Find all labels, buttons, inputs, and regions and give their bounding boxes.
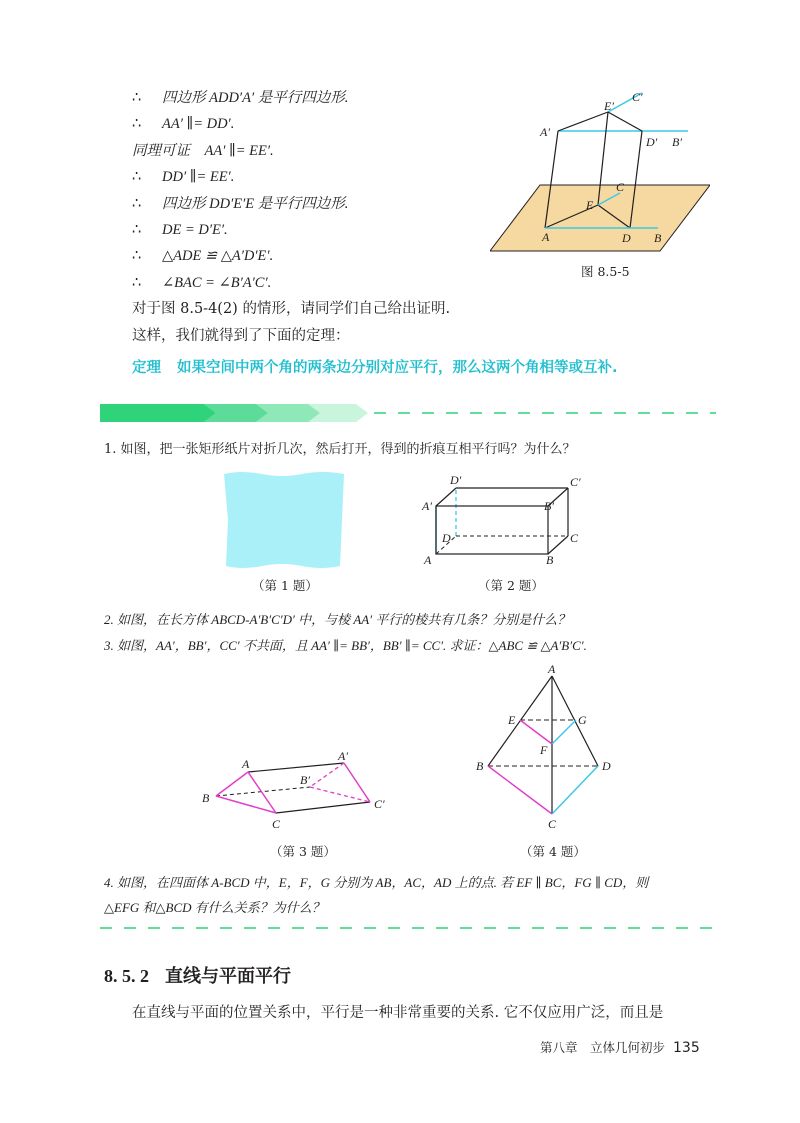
label-C-prime: C′ — [632, 90, 643, 104]
label-D-prime: D′ — [646, 135, 658, 149]
theorem-text: 如果空间中两个角的两条边分别对应平行，那么这两个角相等或互补. — [177, 360, 618, 376]
caption-q4: （第 4 题） — [520, 844, 586, 859]
proof-line-6: ∴ DE = D′E′. — [132, 222, 228, 238]
prism-label-A: A — [242, 757, 250, 771]
exercise-3: 3. 如图，AA′，BB′，CC′ 不共面，且 AA′ ∥= BB′，BB′ ∥= CC′. 求证：△ABC ≌ △A′B′C′. — [104, 638, 587, 653]
exercise-2: 2. 如图，在长方体 ABCD-A′B′C′D′ 中，与棱 AA′ 平行的棱共有几条？分别是什么？ — [104, 612, 571, 627]
exercise-end-divider — [96, 925, 716, 931]
box-label-D: D — [442, 531, 451, 545]
prism-label-A-prime: A′ — [338, 750, 348, 763]
box-label-C: C — [570, 531, 579, 545]
theorem — [132, 356, 618, 377]
folded-paper-figure — [222, 470, 346, 570]
theorem-label: 定理 — [132, 360, 161, 376]
section-number: 8. 5. 2 — [104, 966, 149, 986]
page-footer — [540, 1038, 700, 1056]
caption-q3: （第 3 题） — [270, 844, 336, 859]
proof-line-8: ∴ ∠BAC = ∠B′A′C′. — [132, 275, 272, 291]
exercise-1: 1. 如图，把一张矩形纸片对折几次，然后打开，得到的折痕互相平行吗？为什么？ — [104, 442, 576, 457]
exercise-banner — [96, 402, 716, 424]
cuboid-figure — [420, 470, 590, 570]
proof-line-5: ∴ 四边形 DD′E′E 是平行四边形. — [132, 196, 349, 212]
proof-line-7: ∴ △ADE ≌ △A′D′E′. — [132, 248, 274, 264]
label-C: C — [616, 180, 625, 194]
label-E-prime: E′ — [604, 99, 614, 113]
proof-note-1: 对于图 8.5-4(2) 的情形，请同学们自己给出证明. — [132, 301, 451, 317]
prism-figure — [200, 750, 400, 840]
box-label-D-prime: D′ — [450, 473, 462, 487]
tetra-label-F: F — [540, 743, 548, 757]
prism-label-C: C — [272, 817, 281, 831]
caption-q1: （第 1 题） — [252, 578, 318, 593]
caption-q2: （第 2 题） — [478, 578, 544, 593]
box-label-B: B — [546, 553, 554, 567]
proof-line-2: ∴ AA′ ∥= DD′. — [132, 116, 235, 132]
tetra-label-C: C — [548, 817, 557, 831]
label-A-prime: A′ — [540, 125, 550, 139]
box-label-C-prime: C′ — [570, 475, 581, 489]
box-label-A: A — [424, 553, 432, 567]
proof-note-2: 这样，我们就得到了下面的定理： — [132, 328, 350, 344]
label-D: D — [622, 231, 631, 245]
exercise-4-line-1: 4. 如图，在四面体 A-BCD 中，E，F，G 分别为 AB，AC，AD 上的点. 若 EF ∥ BC，FG ∥ CD，则 — [104, 875, 649, 890]
section-paragraph: 在直线与平面的位置关系中，平行是一种非常重要的关系. 它不仅应用广泛，而且是 — [132, 1005, 664, 1021]
prism-label-B-prime: B′ — [300, 773, 310, 787]
tetra-label-D: D — [602, 759, 611, 773]
label-E: E — [586, 198, 594, 212]
section-title: 直线与平面平行 — [165, 966, 291, 987]
footer-chapter: 第八章 立体几何初步 — [540, 1040, 666, 1055]
proof-line-1: ∴ 四边形 ADD′A′ 是平行四边形. — [132, 90, 349, 106]
exercise-4-line-2: △EFG 和△BCD 有什么关系？为什么？ — [104, 900, 325, 915]
box-label-A-prime: A′ — [422, 499, 432, 513]
figure-8-5-5-caption: 图 8.5-5 — [581, 264, 630, 279]
figure-8-5-5 — [490, 88, 710, 278]
prism-label-B: B — [202, 791, 210, 805]
page-number: 135 — [673, 1040, 700, 1056]
proof-line-3: 同理可证 AA′ ∥= EE′. — [132, 143, 274, 159]
section-heading — [104, 962, 291, 988]
prism-label-C-prime: C′ — [374, 797, 385, 811]
tetra-label-A: A — [548, 664, 556, 676]
label-B-prime: B′ — [672, 135, 682, 149]
tetra-label-E: E — [508, 713, 516, 727]
label-B: B — [654, 231, 662, 245]
box-label-B-prime: B′ — [544, 499, 554, 513]
proof-line-4: ∴ DD′ ∥= EE′. — [132, 169, 235, 185]
tetra-label-G: G — [578, 713, 587, 727]
tetra-label-B: B — [476, 759, 484, 773]
label-A: A — [542, 230, 550, 244]
tetrahedron-figure — [474, 664, 624, 834]
